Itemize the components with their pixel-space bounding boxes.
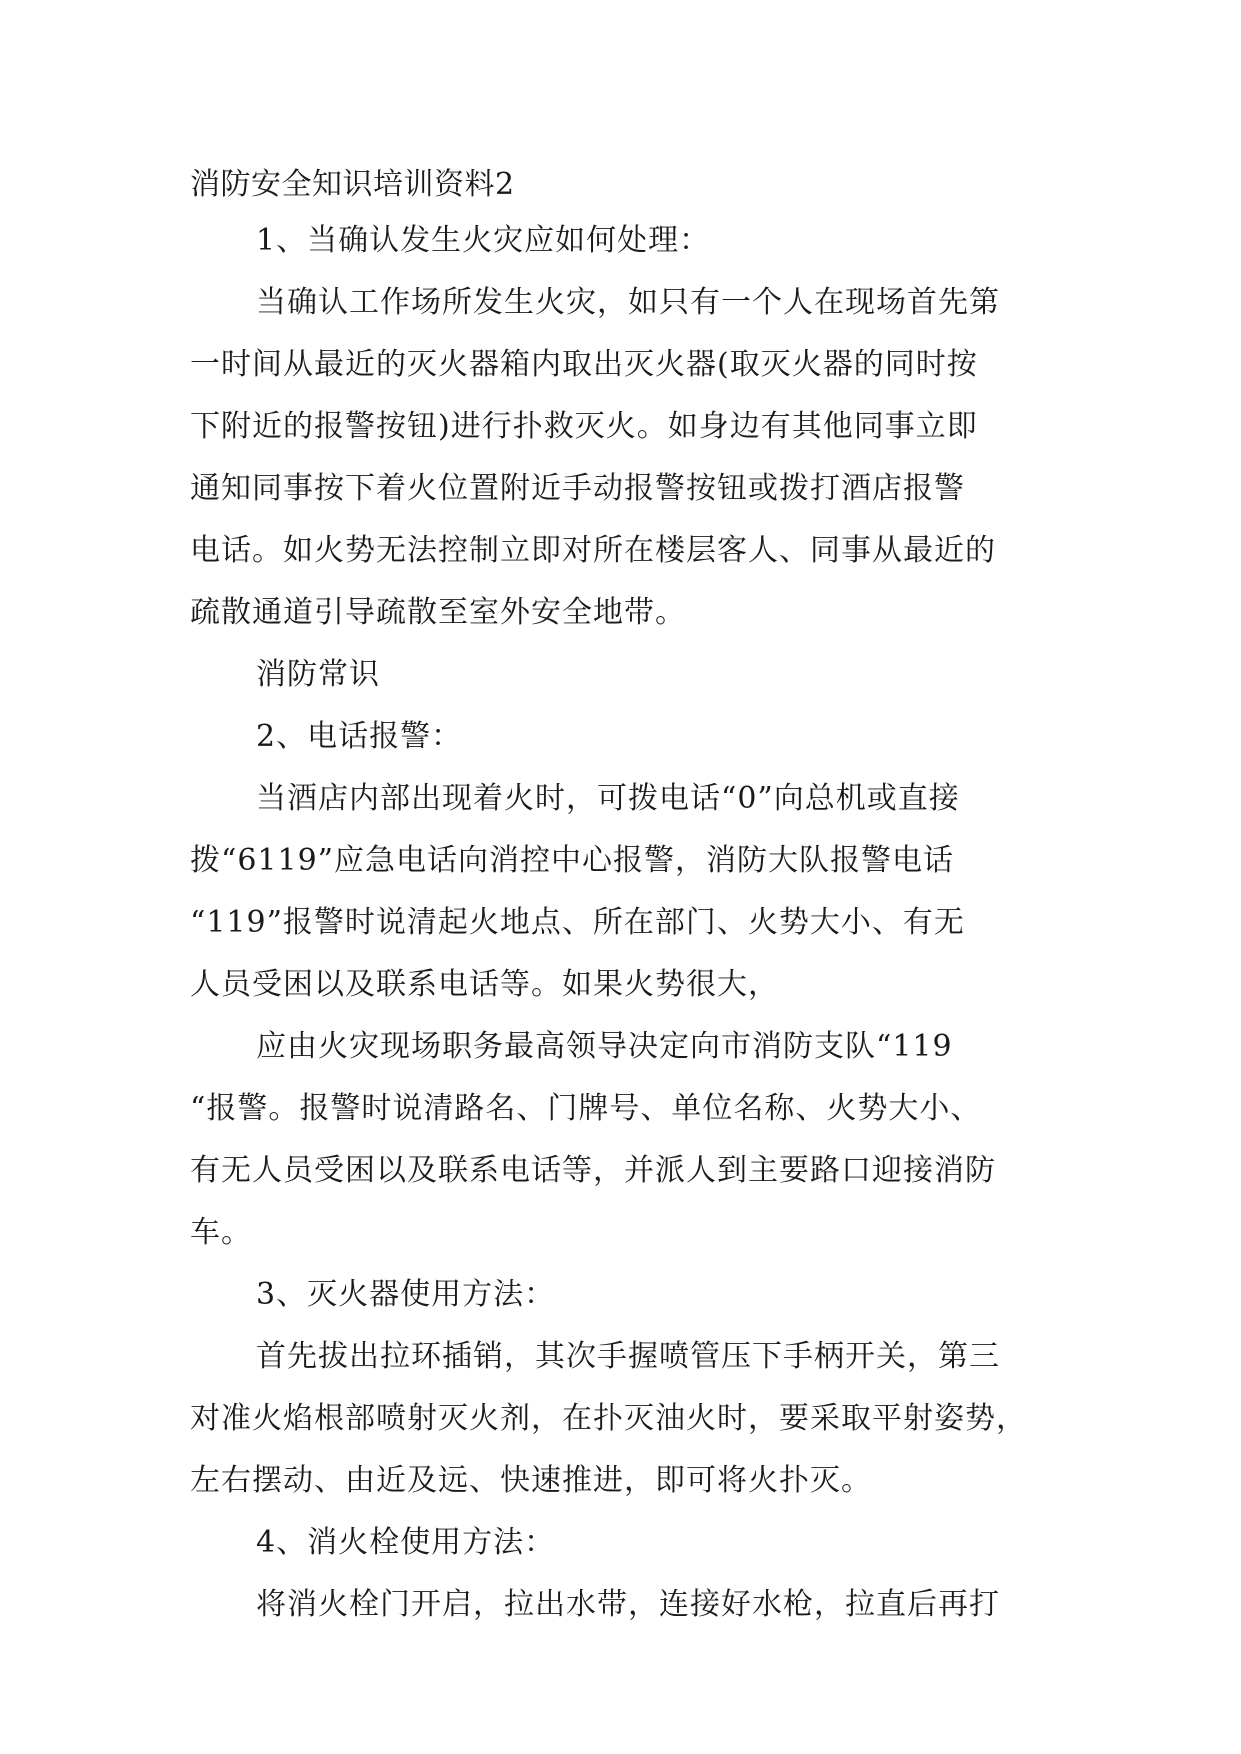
text-line: 2、电话报警： bbox=[256, 719, 463, 754]
text-line: 左右摆动、由近及远、快速推进，即可将火扑灭。 bbox=[190, 1463, 872, 1498]
section-heading: 消防常识 bbox=[256, 657, 380, 692]
text-line: 一时间从最近的灭火器箱内取出灭火器(取灭火器的同时按 bbox=[190, 347, 978, 382]
text-line: 应由火灾现场职务最高领导决定向市消防支队“119 bbox=[256, 1029, 953, 1064]
text-line: 通知同事按下着火位置附近手动报警按钮或拨打酒店报警 bbox=[190, 471, 965, 506]
text-line: 当酒店内部出现着火时，可拨电话“0”向总机或直接 bbox=[256, 781, 960, 816]
text-line: “报警。报警时说清路名、门牌号、单位名称、火势大小、 bbox=[190, 1091, 982, 1126]
text-line: 拨“6119”应急电话向消控中心报警，消防大队报警电话 bbox=[190, 843, 955, 878]
text-line: 电话。如火势无法控制立即对所在楼层客人、同事从最近的 bbox=[190, 533, 996, 568]
text-line: 4、消火栓使用方法： bbox=[256, 1525, 556, 1560]
text-line: 车。 bbox=[190, 1215, 252, 1250]
text-line: 疏散通道引导疏散至室外安全地带。 bbox=[190, 595, 686, 630]
text-line: 对准火焰根部喷射灭火剂，在扑灭油火时，要采取平射姿势， bbox=[190, 1401, 1027, 1436]
text-line: 3、灭火器使用方法： bbox=[256, 1277, 556, 1312]
text-line: 首先拔出拉环插销，其次手握喷管压下手柄开关，第三 bbox=[256, 1339, 1000, 1374]
text-line: 当确认工作场所发生火灾，如只有一个人在现场首先第 bbox=[256, 285, 1000, 320]
document-title: 消防安全知识培训资料2 bbox=[190, 167, 515, 202]
text-line: “119”报警时说清起火地点、所在部门、火势大小、有无 bbox=[190, 905, 965, 940]
text-line: 1、当确认发生火灾应如何处理： bbox=[256, 223, 711, 258]
text-line: 人员受困以及联系电话等。如果火势很大， bbox=[190, 967, 779, 1002]
text-line: 有无人员受困以及联系电话等，并派人到主要路口迎接消防 bbox=[190, 1153, 996, 1188]
text-line: 将消火栓门开启，拉出水带，连接好水枪，拉直后再打 bbox=[256, 1587, 1000, 1622]
text-line: 下附近的报警按钮)进行扑救灭火。如身边有其他同事立即 bbox=[190, 409, 978, 444]
document-body bbox=[190, 160, 1058, 1636]
